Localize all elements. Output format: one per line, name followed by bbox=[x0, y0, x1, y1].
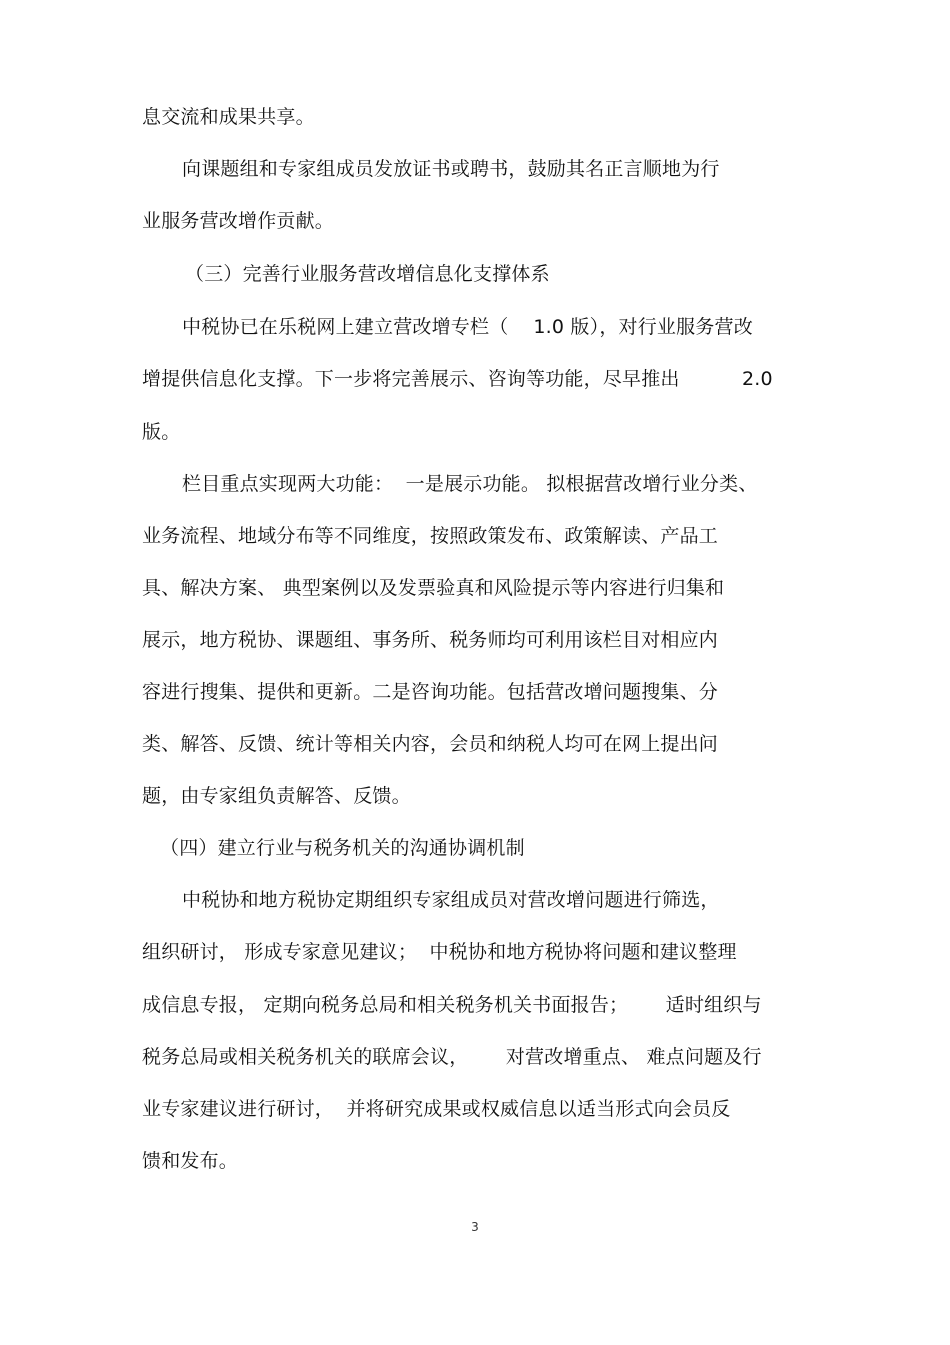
text-line: 业服务营改增作贡献。 bbox=[142, 210, 335, 232]
text-line: 具、解决方案、 典型案例以及发票验真和风险提示等内容进行归集和 bbox=[142, 577, 725, 599]
text-line: 版。 bbox=[142, 421, 181, 443]
text-line: 题，由专家组负责解答、反馈。 bbox=[142, 785, 411, 807]
text-line: 税务总局或相关税务机关的联席会议， 对营改增重点、 难点问题及行 bbox=[142, 1046, 762, 1068]
text-line: 息交流和成果共享。 bbox=[142, 106, 315, 128]
section-heading: （三）完善行业服务营改增信息化支撑体系 bbox=[185, 263, 550, 285]
text-line: 增提供信息化支撑。下一步将完善展示、咨询等功能，尽早推出 2.0 bbox=[142, 368, 773, 390]
text-line: 中税协和地方税协定期组织专家组成员对营改增问题进行筛选， bbox=[182, 889, 720, 911]
text-line: 业专家建议进行研讨， 并将研究成果或权威信息以适当形式向会员反 bbox=[142, 1098, 731, 1120]
text-line: 栏目重点实现两大功能： 一是展示功能。 拟根据营改增行业分类、 bbox=[182, 473, 758, 495]
text-line: 向课题组和专家组成员发放证书或聘书，鼓励其名正言顺地为行 bbox=[182, 158, 720, 180]
text-line: 业务流程、地域分布等不同维度，按照政策发布、政策解读、产品工 bbox=[142, 525, 719, 547]
section-heading: （四）建立行业与税务机关的沟通协调机制 bbox=[160, 837, 525, 859]
page-number: 3 bbox=[471, 1220, 479, 1234]
text-line: 成信息专报， 定期向税务总局和相关税务机关书面报告； 适时组织与 bbox=[142, 994, 762, 1016]
text-line: 展示，地方税协、课题组、事务所、税务师均可利用该栏目对相应内 bbox=[142, 629, 719, 651]
text-line: 容进行搜集、提供和更新。二是咨询功能。包括营改增问题搜集、分 bbox=[142, 681, 719, 703]
text-line: 类、解答、反馈、统计等相关内容，会员和纳税人均可在网上提出问 bbox=[142, 733, 719, 755]
text-line: 组织研讨， 形成专家意见建议； 中税协和地方税协将问题和建议整理 bbox=[142, 941, 737, 963]
text-line: 馈和发布。 bbox=[142, 1150, 239, 1172]
text-line: 中税协已在乐税网上建立营改增专栏（ 1.0 版），对行业服务营改 bbox=[182, 316, 753, 338]
